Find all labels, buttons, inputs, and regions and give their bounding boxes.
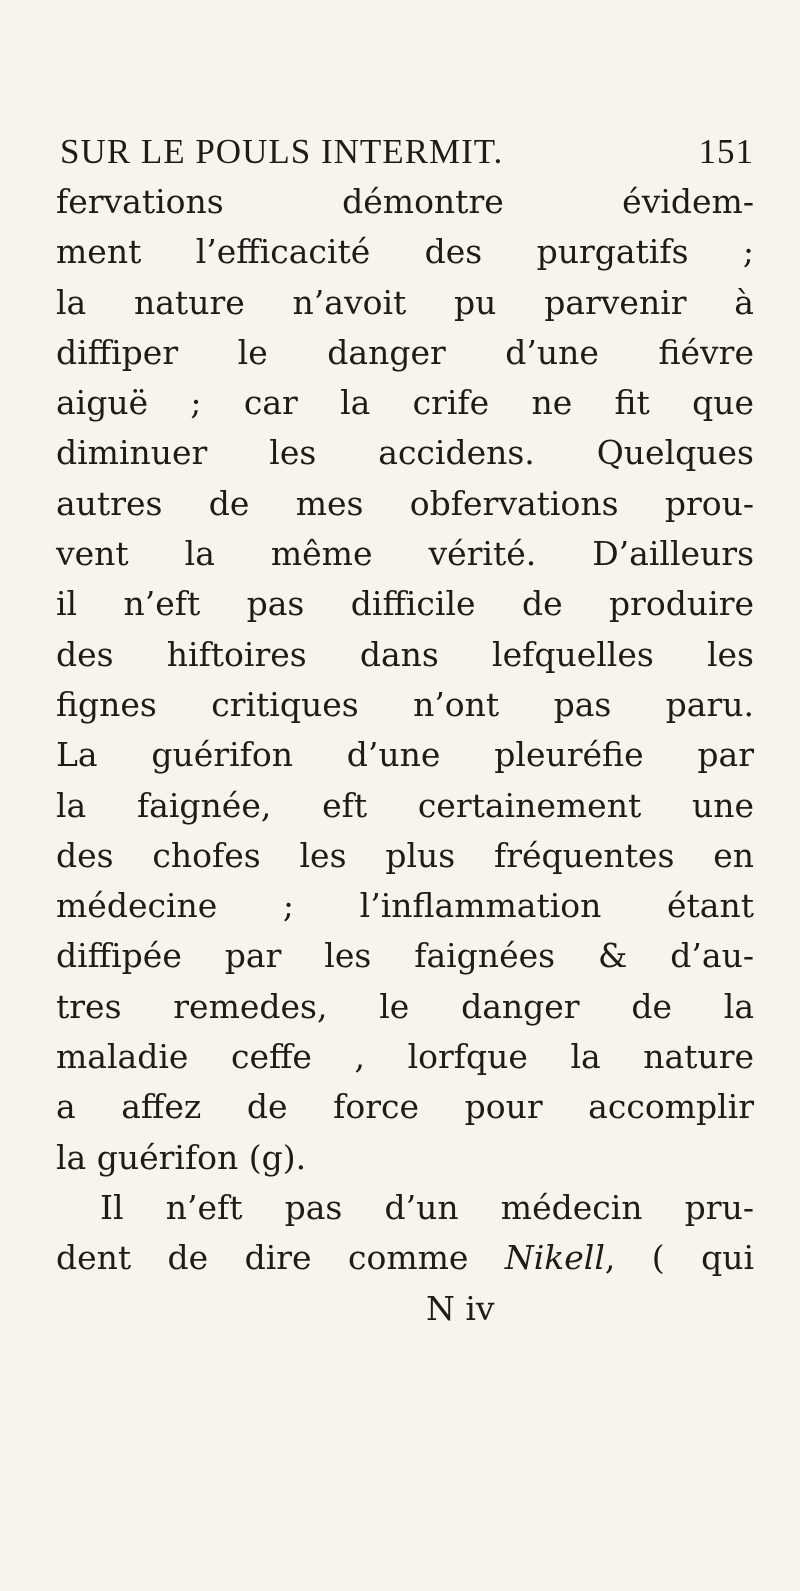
text-segment: dent de dire comme — [56, 1238, 505, 1278]
text-line: a affez de force pour accomplir — [56, 1087, 754, 1127]
running-title: SUR LE POULS INTERMIT. — [60, 132, 504, 171]
text-line — [56, 1233, 754, 1283]
text-line-paragraph-start: Il n’eft pas d’un médecin pru- — [100, 1187, 754, 1227]
text-line: la nature n’avoit pu parvenir à — [56, 282, 754, 322]
author-name-italic: Nikell — [504, 1238, 605, 1278]
text-segment: , ( qui — [604, 1238, 754, 1278]
text-line: aiguë ; car la crife ne fit que — [56, 383, 754, 423]
text-line: diffipée par les faignées & d’au- — [56, 936, 754, 976]
text-line: ment l’efficacité des purgatifs ; — [56, 232, 754, 272]
signature-mark: N iv — [426, 1288, 495, 1328]
text-line: la faignée, eft certainement une — [56, 785, 754, 825]
text-line: diffiper le danger d’une fiévre — [56, 332, 754, 372]
text-line: des hiftoires dans lefquelles les — [56, 634, 754, 674]
body-text — [56, 177, 754, 1334]
page-number: 151 — [698, 132, 754, 171]
text-line: fervations démontre évidem- — [56, 182, 754, 221]
text-line: tres remedes, le danger de la — [56, 986, 754, 1026]
text-line: des chofes les plus fréquentes en — [56, 835, 754, 875]
text-line: maladie ceffe , lorfque la nature — [56, 1037, 754, 1077]
text-line: diminuer les accidens. Quelques — [56, 433, 754, 473]
text-line: La guérifon d’une pleuréfie par — [56, 735, 754, 775]
text-line: médecine ; l’inflammation étant — [56, 886, 754, 926]
text-line: fignes critiques n’ont pas paru. — [56, 684, 754, 724]
text-line: autres de mes obfervations prou- — [56, 483, 754, 523]
text-line: il n’eft pas difficile de produire — [56, 584, 754, 624]
text-line: vent la même vérité. D’ailleurs — [56, 534, 754, 574]
text-line-last-of-paragraph: la guérifon (g). — [56, 1137, 307, 1177]
